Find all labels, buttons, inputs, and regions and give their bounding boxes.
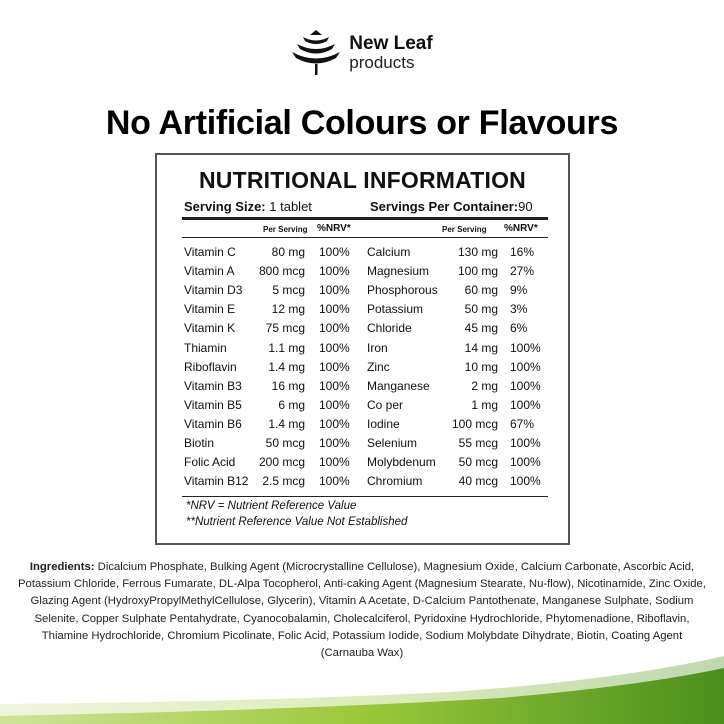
ingredients-list: Dicalcium Phosphate, Bulking Agent (Microcrystalline Cellulose), Magnesium Oxide, Calcium Carbonate, Ascorbic Acid, Potassium Chloride, Ferrous Fumarate, DL-Alpa Tocopherol, Anti-caking Agent (Magnesium Stearate, Nu-flow), Nicotinamide, Zinc Oxide, Glazing Agent (HydroxyPropylMethylCellulose, Glycerin), Vitamin A Acetate, D-Calcium Pantothenate, Manganese Sulphate, Sodium Selenite, Copper Sulphate Pentahydrate, Cyanocobalamin, Cholecalciferol, Pyridoxine Hydrochloride, Phytomenadione, Riboflavin, Thiamine Hydrochloride, Chromium Picolinate, Folic Acid, Potassium Iodide, Sodium Molybdate Dihydrate, Biotin, Coating Agent (Carnauba Wax) [18,561,706,660]
servings-value: 90 [518,199,533,214]
nutrient-row [157,319,568,337]
leaf-tree-icon [291,28,341,76]
nutrient-name: Vitamin B12 [184,474,249,489]
nutrient-name: Vitamin E [184,302,236,317]
brand-logo [0,28,724,76]
servings-per-container [370,199,533,214]
nutrient-nrv: 100% [319,397,350,412]
col-per-serving-left: Per Serving [263,225,308,234]
nutrient-row [157,300,568,318]
panel-title: NUTRITIONAL INFORMATION [199,167,526,193]
nutrient-amount: 50 mg [464,302,498,317]
nutrient-amount: 50 mcg [458,455,498,470]
nutrient-name: Vitamin K [184,321,236,336]
nutrient-amount: 1 mg [471,397,498,412]
nutrient-nrv: 100% [319,264,350,279]
divider-top [182,217,548,220]
nutrient-row [157,339,568,357]
nutrient-nrv: 100% [319,378,350,393]
nutrient-nrv: 100% [319,359,350,374]
nutrient-amount: 100 mg [457,264,498,279]
nutrient-amount: 5 mcg [272,283,305,298]
nutrient-name: Zinc [367,359,390,374]
nutrient-row [157,262,568,280]
nutrient-amount: 60 mg [464,283,498,298]
nutrient-name: Vitamin A [184,264,235,279]
divider-bottom [182,496,548,497]
nutrient-amount: 1.4 mg [268,359,305,374]
nutrient-nrv: 27% [510,264,535,279]
nutrient-row [157,453,568,471]
nutrient-name: Calcium [367,245,411,259]
nutrient-amount: 14 mg [464,340,498,355]
servings-label: Servings Per Container: [370,199,519,214]
col-nrv-right: %NRV* [504,223,538,234]
nutrient-amount: 6 mg [278,397,305,412]
nutrient-amount: 40 mcg [458,474,498,489]
nutrient-amount: 1.4 mg [268,416,305,431]
nutrient-nrv: 100% [319,245,350,259]
nutrient-nrv: 100% [510,455,541,470]
nutrient-amount: 800 mcg [258,264,305,279]
nutrient-nrv: 100% [510,436,541,450]
nutrient-name: Selenium [367,436,418,450]
nutrient-nrv: 6% [510,321,528,336]
nutrient-nrv: 100% [510,397,541,412]
nutrient-nrv: 100% [319,416,350,431]
nutrient-nrv: 100% [319,436,350,450]
nutrient-row [157,358,568,376]
nutrient-nrv: 100% [510,474,541,489]
nutrient-name: Chromium [367,474,423,489]
nutrient-name: Potassium [367,302,424,317]
brand-name: New Leaf [349,32,433,54]
nutrient-amount: 45 mg [464,321,498,336]
brand-sub: products [349,52,415,72]
nutrient-nrv: 16% [510,245,535,259]
nutrient-name: Iodine [367,416,400,431]
nutrient-nrv: 100% [319,302,350,317]
nutrient-row [157,377,568,395]
nutrient-name: Iron [367,340,388,355]
nutrient-amount: 100 mcg [451,416,498,431]
nutrient-name: Vitamin D3 [184,283,243,298]
nutrient-nrv: 100% [319,340,350,355]
nutrient-nrv: 9% [510,283,528,298]
nutrient-amount: 16 mg [271,378,305,393]
nutrient-name: Riboflavin [184,359,237,374]
nutrient-amount: 80 mg [271,245,305,259]
nutrient-nrv: 3% [510,302,528,317]
nutrient-name: Biotin [184,436,215,450]
nutrient-name: Chloride [367,321,412,336]
nutrient-name: Phosphorous [367,283,438,298]
nutrient-name: Vitamin B3 [184,378,242,393]
nutrient-name: Thiamin [184,340,227,355]
nutrient-amount: 10 mg [464,359,498,374]
serving-size [184,199,312,214]
nutrient-amount: 2 mg [471,378,498,393]
nutrient-row [157,243,568,261]
nutrient-name: Folic Acid [184,455,236,470]
footnote-nrv: *NRV = Nutrient Reference Value [186,500,357,512]
col-per-serving-right: Per Serving [442,225,487,234]
nutrient-name: Co per [367,397,404,412]
nutrient-amount: 130 mg [457,245,498,259]
divider-header [182,237,548,238]
nutrient-nrv: 100% [319,474,350,489]
nutrient-nrv: 100% [510,340,541,355]
nutrient-nrv: 100% [510,378,541,393]
nutrition-panel [155,153,570,545]
nutrient-nrv: 100% [319,321,350,336]
nutrient-name: Manganese [367,378,430,393]
nutrient-row [157,281,568,299]
nutrient-row [157,472,568,490]
nutrient-name: Molybdenum [367,455,436,470]
nutrient-nrv: 67% [510,416,535,431]
nutrient-nrv: 100% [510,359,541,374]
nutrient-amount: 1.1 mg [268,340,305,355]
nutrient-row [157,434,568,452]
nutrient-amount: 50 mcg [265,436,305,450]
nutrient-name: Magnesium [367,264,430,279]
nutrient-nrv: 100% [319,455,350,470]
nutrient-nrv: 100% [319,283,350,298]
page-headline: No Artificial Colours or Flavours [105,104,619,142]
nutrient-row [157,415,568,433]
col-nrv-left: %NRV* [317,223,351,234]
nutrient-name: Vitamin C [184,245,236,259]
green-swoosh [0,644,724,724]
nutrient-amount: 75 mcg [265,321,305,336]
nutrient-amount: 12 mg [271,302,305,317]
nutrient-row [157,396,568,414]
nutrient-amount: 55 mcg [458,436,498,450]
nutrient-name: Vitamin B5 [184,397,242,412]
ingredients-label: Ingredients: [29,561,95,573]
serving-size-value: 1 tablet [269,199,312,214]
footnote-not-established: **Nutrient Reference Value Not Established [186,516,408,528]
nutrient-amount: 200 mcg [258,455,305,470]
nutrient-name: Vitamin B6 [184,416,242,431]
serving-size-label: Serving Size: [184,199,266,214]
nutrient-amount: 2.5 mcg [262,474,305,489]
